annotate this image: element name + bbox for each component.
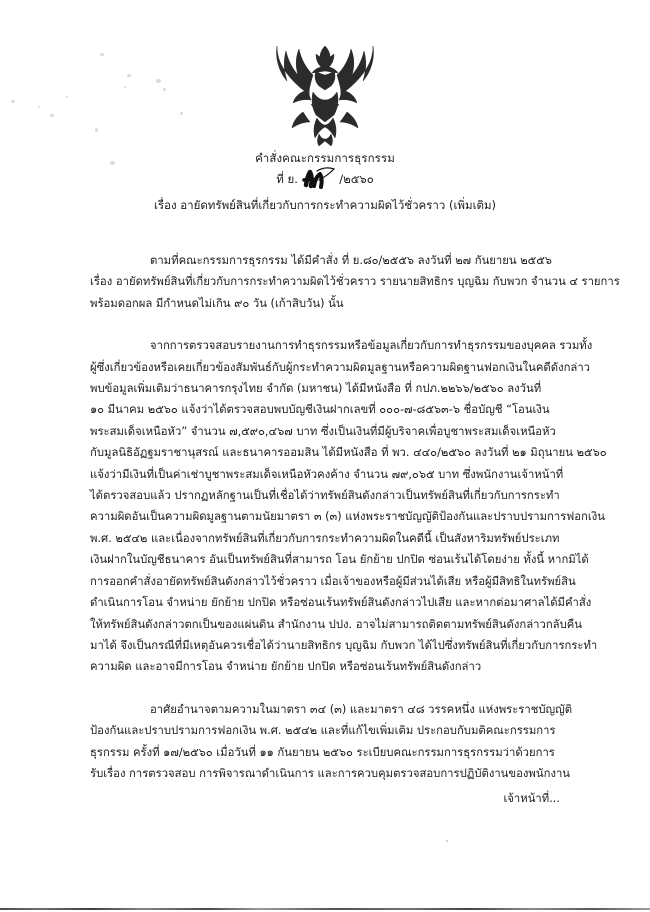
- text-line: ให้ทรัพย์สินดังกล่าวตกเป็นของแผ่นดิน สำนักงาน ปปง. อาจไม่สามารถติดตามทรัพย์สินดังกล่าวกลับคืน: [90, 617, 583, 631]
- text-line: รับเรื่อง การตรวจสอบ การพิจารณาดำเนินการ และการควบคุมตรวจสอบการปฏิบัติงานของพนักงาน: [90, 766, 571, 780]
- order-number-year: /๒๕๖๐: [339, 172, 374, 186]
- order-number: [276, 169, 373, 190]
- order-number-handwritten-mark: [302, 172, 336, 188]
- text-line: ตามที่คณะกรรมการธุรกรรม ได้มีคำสั่ง ที่ ย.๘๐/๒๕๕๖ ลงวันที่ ๒๗ กันยายน ๒๕๕๖: [150, 254, 552, 267]
- text-line: พร้อมดอกผล มีกำหนดไม่เกิน ๙๐ วัน (เก้าสิบวัน) นั้น: [90, 296, 344, 310]
- text-line: พบข้อมูลเพิ่มเติมว่าธนาคารกรุงไทย จำกัด (มหาชน) ได้มีหนังสือ ที่ กปภ.๒๒๖๖/๒๕๖๐ ลงวันที่: [90, 382, 542, 396]
- text-line: ผู้ซึ่งเกี่ยวข้องหรือเคยเกี่ยวข้องสัมพันธ์กับผู้กระทำความผิดมูลฐานหรือความผิดฐานฟอกเงินในคดีดังกล่าว: [90, 360, 591, 374]
- text-line: ความผิด และอาจมีการโอน จำหน่าย ยักย้าย ปกปิด หรือซ่อนเร้นทรัพย์สินดังกล่าว: [90, 660, 482, 674]
- continuation-note: เจ้าหน้าที่...: [503, 792, 560, 806]
- paragraph-investigation: [90, 335, 607, 678]
- paragraph-legal-authority: [90, 699, 572, 785]
- text-line: ความผิดอันเป็นความผิดมูลฐานตามนัยมาตรา ๓ (๓) แห่งพระราชบัญญัติป้องกันและปราบปรามการฟอกเงิน: [90, 510, 605, 524]
- text-line: ดำเนินการโอน จำหน่าย ยักย้าย ปกปิด หรือซ่อนเร้นทรัพย์สินดังกล่าวไปเสีย และหากต่อมาศาลได้มีคำสั่ง: [90, 596, 592, 610]
- text-line: การออกคำสั่งอายัดทรัพย์สินดังกล่าวไว้ชั่วคราว เมื่อเจ้าของหรือผู้มีส่วนได้เสีย หรือผู้มีสิทธิในทรัพย์สิน: [90, 574, 576, 588]
- text-line: แจ้งว่ามีเงินที่เป็นค่าเช่าบูชาพระสมเด็จเหนือหัวคงค้าง จำนวน ๗๙,๐๖๕ บาท ซึ่งพนักงานเจ้าหน้าที่: [90, 467, 564, 481]
- text-line: ได้ตรวจสอบแล้ว ปรากฏหลักฐานเป็นที่เชื่อได้ว่าทรัพย์สินดังกล่าวเป็นทรัพย์สินที่เกี่ยวกับการกระทำ: [90, 489, 560, 503]
- text-line: จากการตรวจสอบรายงานการทำธุรกรรมหรือข้อมูลเกี่ยวกับการทำธุรกรรมของบุคคล รวมทั้ง: [150, 339, 593, 353]
- text-line: อาศัยอำนาจตามความในมาตรา ๓๔ (๓) และมาตรา ๔๘ วรรคหนึ่ง แห่งพระราชบัญญัติ: [150, 702, 573, 716]
- order-number-prefix: ที่ ย.: [276, 172, 298, 186]
- text-line: เงินฝากในบัญชีธนาคาร อันเป็นทรัพย์สินที่สามารถ โอน ยักย้าย ปกปิด ซ่อนเร้นได้โดยง่าย ทั้งนี้ หากมิได้: [90, 553, 589, 567]
- text-line: มาได้ จึงเป็นกรณีที่มีเหตุอันควรเชื่อได้ว่านายสิทธิกร บุญฉิม กับพวก ได้ไปซึ่งทรัพย์สินที่เกี่ยวกับการกระทำ: [90, 638, 598, 652]
- garuda-emblem: [0, 38, 650, 146]
- scan-artifact-dot: [446, 840, 448, 842]
- document-subject: เรื่อง อายัดทรัพย์สินที่เกี่ยวกับการกระทำความผิดไว้ชั่วคราว (เพิ่มเติม): [153, 198, 497, 212]
- text-line: เรื่อง อายัดทรัพย์สินที่เกี่ยวกับการกระทำความผิดไว้ชั่วคราว รายนายสิทธิกร บุญฉิม กับพวก จำนวน ๔ รายการ: [90, 275, 620, 289]
- text-line: ธุรกรรม ครั้งที่ ๑๗/๒๕๖๐ เมื่อวันที่ ๑๑ กันยายน ๒๕๖๐ ระเบียบคณะกรรมการธุรกรรมว่าด้วยการ: [90, 745, 555, 759]
- text-line: ๑๐ มีนาคม ๒๕๖๐ แจ้งว่าได้ตรวจสอบพบบัญชีเงินฝากเลขที่ ๐๐๐-๗-๘๕๖๓-๖ ชื่อบัญชี “โอนเงิน: [90, 403, 550, 417]
- document-title: คำสั่งคณะกรรมการธุรกรรม: [255, 151, 395, 165]
- paragraph-reference: [90, 250, 620, 314]
- document-header: [0, 148, 650, 215]
- text-line: กับมูลนิธิอัฏฐมราชานุสรณ์ และธนาคารออมสิน ได้มีหนังสือ ที่ พว. ๔๔๐/๒๕๖๐ ลงวันที่ ๒๑ มิถุนายน ๒๕๖๐: [90, 446, 607, 460]
- text-line: พ.ศ. ๒๕๔๒ และเนื่องจากทรัพย์สินที่เกี่ยวกับการกระทำความผิดในคดีนี้ เป็นสังหาริมทรัพย์ประเภท: [90, 531, 560, 545]
- text-line: ป้องกันและปราบปรามการฟอกเงิน พ.ศ. ๒๕๔๒ และที่แก้ไขเพิ่มเติม ประกอบกับมติคณะกรรมการ: [90, 724, 556, 738]
- document-body: [90, 250, 620, 810]
- text-line: พระสมเด็จเหนือหัว” จำนวน ๗,๕๙๐,๔๖๗ บาท ซึ่งเป็นเงินที่มีผู้บริจาคเพื่อบูชาพระสมเด็จเหนือหัว: [90, 424, 556, 438]
- scan-bottom-edge: [0, 908, 650, 910]
